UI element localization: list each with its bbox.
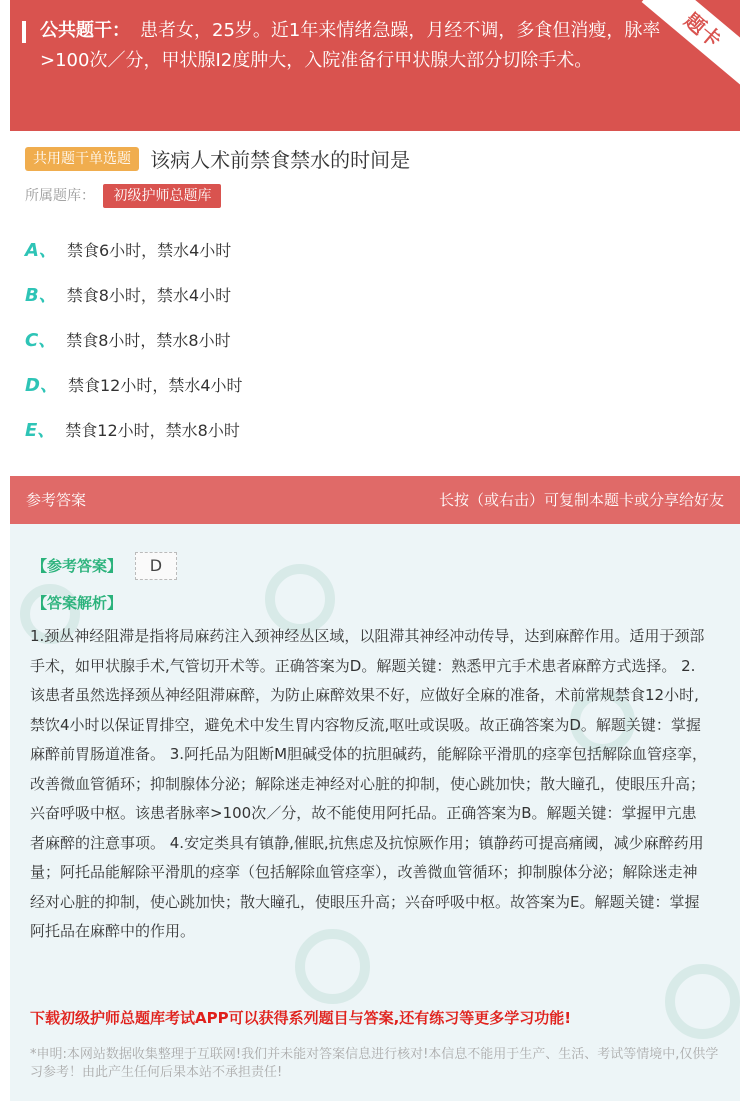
option-letter: E、 [25,420,56,441]
option-letter: B、 [25,285,57,306]
option-text: 禁食12小时，禁水4小时 [67,376,243,395]
option-text: 禁食12小时，禁水8小时 [65,421,240,440]
question-stem-banner [10,0,740,131]
reference-answer-value: D [135,552,177,580]
card-corner-ribbon: 题卡 [642,0,740,86]
stem-label: 公共题干： [40,20,130,41]
explanation-text: 1.颈丛神经阻滞是指将局麻药注入颈神经丛区域，以阻滞其神经冲动传导，达到麻醉作用。适用于颈部手术，如甲状腺手术,气管切开术等。正确答案为D。解题关键：熟悉甲亢手术患者麻醉方式选择。 2.该患者虽然选择颈丛神经阻滞麻醉，为防止麻醉效果不好，应做好全麻的准备，术前常规禁食12小时,禁饮4小时以保证胃排空，避免术中发生胃内容物反流,呕吐或误吸。故正确答案为D。解题关键：掌握麻醉前胃肠道准备。 3.阿托品为阻断M胆碱受体的抗胆碱药，能解除平滑肌的痉挛包括解除血管痉挛，改善微血管循环；抑制腺体分泌；解除迷走神经对心脏的抑制，使心跳加快；散大瞳孔，使眼压升高；兴奋呼吸中枢。该患者脉率>100次／分，故不能使用阿托品。正确答案为B。解题关键：掌握甲亢患者麻醉的注意事项。 4.安定类具有镇静,催眠,抗焦虑及抗惊厥作用；镇静药可提高痛阈，减少麻醉药用量；阿托品能解除平滑肌的痉挛（包括解除血管痉挛），改善微血管循环；抑制腺体分泌；解除迷走神经对心脏的抑制，使心跳加快；散大瞳孔，使眼压升高；兴奋呼吸中枢。故答案为E。解题关键：掌握阿托品在麻醉中的作用。 [30,627,708,940]
answer-header-title: 参考答案 [26,491,87,509]
option-letter: D、 [25,375,58,396]
question-text: 该病人术前禁食禁水的时间是 [150,148,411,172]
option-letter: C、 [25,330,57,351]
disclaimer-text: *申明:本网站数据收集整理于互联网!我们并未能对答案信息进行核对!本信息不能用于生产、生活、考试等情境中,仅供学习参考！由此产生任何后果本站不承担责任! [30,1047,719,1080]
option-letter: A、 [25,240,57,261]
reference-answer-row [32,552,177,580]
reference-answer-label: 【参考答案】 [32,557,123,575]
question-bank-row [25,184,221,208]
option-text: 禁食8小时，禁水4小时 [66,286,232,305]
option-text: 禁食8小时，禁水8小时 [66,331,231,350]
question-type-badge: 共用题干单选题 [25,147,139,171]
option-a[interactable] [25,236,243,281]
option-b[interactable] [25,281,243,326]
stem-text-block [40,16,680,76]
stem-content: 患者女，25岁。近1年来情绪急躁，月经不调，多食但消瘦，脉率>100次／分，甲状腺I2度肿大，入院准备行甲状腺大部分切除手术。 [40,20,661,71]
option-text: 禁食6小时，禁水4小时 [66,241,232,260]
watermark-logo [665,964,740,1039]
answer-header-bar [10,476,740,524]
bank-label: 所属题库： [25,188,95,204]
option-d[interactable] [25,371,243,416]
option-e[interactable] [25,416,243,461]
download-app-link[interactable]: 下载初级护师总题库考试APP可以获得系列题目与答案,还有练习等更多学习功能! [30,1009,572,1027]
options-list [25,236,243,461]
bank-name-link[interactable]: 初级护师总题库 [103,184,221,208]
option-c[interactable] [25,326,243,371]
explanation-label: 【答案解析】 [32,594,123,612]
answer-panel [10,524,740,1101]
stem-accent-bar [22,21,26,43]
share-hint[interactable]: 长按（或右击）可复制本题卡或分享给好友 [438,491,724,509]
question-title-row [25,144,410,176]
